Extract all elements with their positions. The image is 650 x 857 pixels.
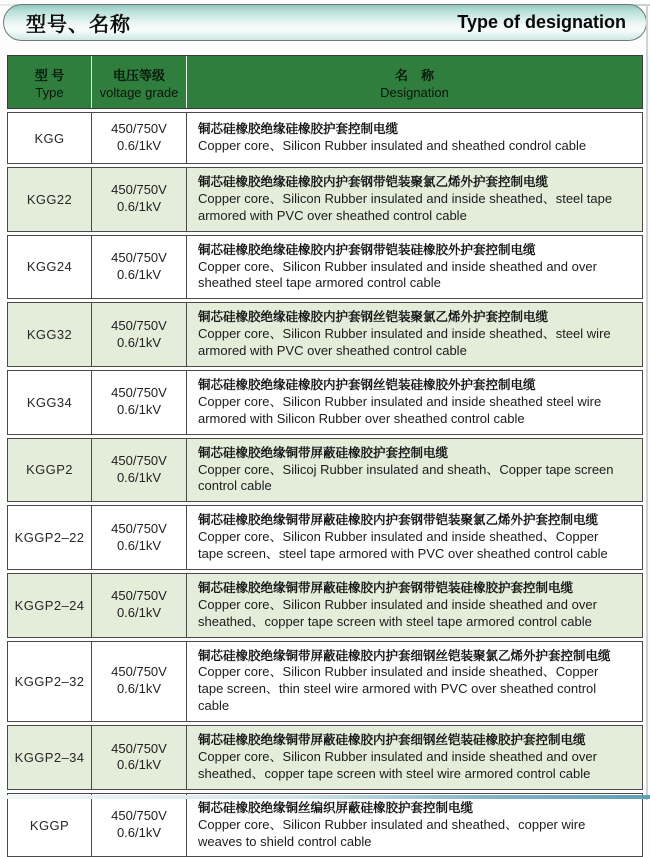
voltage-line2: 0.6/1kV — [116, 537, 162, 553]
designation-cell — [186, 371, 642, 434]
designation-cn: 铜芯硅橡胶绝缘硅橡胶内护套钢丝铠装聚氯乙烯外护套控制电缆 — [198, 310, 549, 325]
header-designation-en: Designation — [380, 84, 449, 100]
designation-cell — [186, 574, 642, 637]
table-row — [7, 235, 643, 300]
table-row — [7, 370, 643, 435]
table-row — [7, 793, 643, 857]
designation-cell — [186, 236, 642, 299]
voltage-cell — [91, 506, 186, 569]
type-code: KGG22 — [26, 191, 73, 207]
type-cell — [8, 168, 91, 231]
designation-en: Copper core、Silicon Rubber insulated and sheathed condrol cable — [198, 137, 587, 153]
voltage-line1: 450/750V — [111, 453, 167, 469]
voltage-line2: 0.6/1kV — [116, 469, 162, 485]
voltage-line1: 450/750V — [111, 740, 167, 756]
voltage-line2: 0.6/1kV — [116, 605, 162, 621]
designation-cn: 铜芯硅橡胶绝缘铜带屏蔽硅橡胶内护套钢带铠装聚氯乙烯外护套控制电缆 — [198, 513, 599, 528]
designation-cn: 铜芯硅橡胶绝缘铜丝编织屏蔽硅橡胶护套控制电缆 — [198, 800, 474, 815]
voltage-cell — [91, 303, 186, 366]
banner-title-cn: 型号、名称 — [26, 14, 131, 36]
designation-cn: 铜芯硅橡胶绝缘铜带屏蔽硅橡胶内护套细钢丝铠装硅橡胶护套控制电缆 — [198, 733, 586, 748]
designation-cell — [186, 113, 642, 163]
voltage-line1: 450/750V — [111, 385, 167, 401]
voltage-line2: 0.6/1kV — [116, 138, 162, 153]
type-code: KGGP2–22 — [14, 530, 85, 546]
scan-right-edge — [646, 4, 648, 800]
table-body — [7, 112, 643, 857]
designation-en: Copper core、Silicoj Rubber insulated and sheath、Copper tape screen control cable — [198, 461, 614, 494]
type-code: KGG — [34, 130, 65, 146]
type-code: KGGP2 — [26, 462, 73, 478]
type-cell — [8, 236, 91, 299]
type-code: KGGP2–24 — [14, 597, 85, 613]
voltage-line1: 450/750V — [111, 317, 167, 333]
type-cell — [8, 794, 91, 857]
designation-cn: 铜芯硅橡胶绝缘硅橡胶护套控制电缆 — [198, 122, 399, 137]
type-code: KGGP2–32 — [14, 673, 85, 689]
voltage-cell — [91, 371, 186, 434]
type-cell — [8, 371, 91, 434]
designation-en: Copper core、Silicon Rubber insulated and inside sheathed and over sheathed、copper tape screen with steel wire armored control cable — [198, 749, 597, 781]
voltage-line1: 450/750V — [111, 182, 167, 198]
voltage-line1: 450/750V — [111, 250, 167, 266]
voltage-line2: 0.6/1kV — [116, 681, 162, 697]
designation-cell — [186, 506, 642, 569]
type-cell — [8, 303, 91, 366]
type-cell — [8, 506, 91, 569]
table-row — [7, 725, 643, 790]
voltage-line2: 0.6/1kV — [116, 402, 162, 418]
designation-cn: 铜芯硅橡胶绝缘硅橡胶内护套钢带铠装聚氯乙烯外护套控制电缆 — [198, 175, 549, 189]
header-type-en: Type — [35, 84, 64, 100]
designation-cn: 铜芯硅橡胶绝缘铜带屏蔽硅橡胶内护套细钢丝铠装聚氯乙烯外护套控制电缆 — [198, 648, 611, 663]
designation-en: Copper core、Silicon Rubber insulated and sheathed、copper wire weaves to shield control cable — [198, 816, 586, 849]
type-cell — [8, 574, 91, 637]
designation-cn: 铜芯硅橡胶绝缘硅橡胶内护套钢带铠装硅橡胶外护套控制电缆 — [198, 242, 536, 257]
type-cell — [8, 642, 91, 722]
voltage-line1: 450/750V — [111, 588, 167, 604]
type-code: KGG24 — [26, 259, 73, 275]
table-row — [7, 438, 643, 503]
type-code: KGG34 — [26, 394, 73, 410]
voltage-cell — [91, 168, 186, 231]
designation-en: Copper core、Silicon Rubber insulated and inside sheathed and over sheathed steel tape armored control cable — [198, 258, 597, 291]
type-cell — [8, 439, 91, 502]
designation-en: Copper core、Silicon Rubber insulated and inside sheathed、Copper tape screen、steel tape armored with PVC over sheathed control cable — [198, 529, 608, 562]
header-voltage-en: voltage grade — [99, 84, 179, 100]
type-code: KGGP2–34 — [14, 749, 85, 765]
designation-en: Copper core、Silicon Rubber insulated and inside sheathed、Copper tape screen、thin steel wire armored with PVC over sheathed control cable — [198, 664, 599, 714]
designation-table — [7, 55, 643, 857]
table-row — [7, 505, 643, 570]
designation-cn: 铜芯硅橡胶绝缘铜带屏蔽硅橡胶护套控制电缆 — [198, 445, 449, 460]
voltage-line2: 0.6/1kV — [116, 266, 162, 282]
voltage-line1: 450/750V — [111, 664, 167, 680]
designation-en: Copper core、Silicon Rubber insulated and inside sheathed steel wire armored with Silicon Rubber over sheathed control cable — [198, 393, 602, 426]
voltage-line2: 0.6/1kV — [116, 199, 162, 215]
designation-cn: 铜芯硅橡胶绝缘硅橡胶内护套钢丝铠装硅橡胶外护套控制电缆 — [198, 377, 536, 392]
designation-en: Copper core、Silicon Rubber insulated and inside sheathed、steel wire armored with PVC over sheathed control cable — [198, 326, 611, 359]
voltage-cell — [91, 236, 186, 299]
voltage-cell — [91, 794, 186, 857]
designation-cell — [186, 794, 642, 857]
voltage-cell — [91, 642, 186, 722]
page-header-banner — [3, 4, 647, 41]
table-row — [7, 167, 643, 232]
designation-cell — [186, 439, 642, 502]
table-row — [7, 573, 643, 638]
table-row — [7, 112, 643, 164]
voltage-line2: 0.6/1kV — [116, 757, 162, 773]
voltage-cell — [91, 439, 186, 502]
type-cell — [8, 113, 91, 163]
designation-cell — [186, 303, 642, 366]
header-col-designation — [186, 56, 642, 108]
header-voltage-cn: 电压等级 — [112, 67, 165, 83]
header-type-cn: 型 号 — [34, 67, 65, 83]
voltage-line2: 0.6/1kV — [116, 334, 162, 350]
designation-cell — [186, 642, 642, 722]
designation-en: Copper core、Silicon Rubber insulated and inside sheathed、steel tape armored with PVC over sheathed control cable — [198, 190, 613, 223]
voltage-line1: 450/750V — [111, 520, 167, 536]
table-header-row — [7, 55, 643, 109]
type-cell — [8, 726, 91, 789]
designation-en: Copper core、Silicon Rubber insulated and inside sheathed and over sheathed、copper tape screen with steel tape armored control cable — [198, 596, 597, 629]
banner-title-en: Type of designation — [457, 12, 626, 32]
table-row — [7, 302, 643, 367]
type-code: KGG32 — [26, 327, 73, 343]
voltage-line2: 0.6/1kV — [116, 825, 162, 841]
header-col-voltage — [91, 56, 186, 108]
voltage-line1: 450/750V — [111, 808, 167, 824]
header-col-type — [8, 56, 91, 108]
type-code: KGGP — [29, 817, 70, 833]
designation-cell — [186, 726, 642, 789]
designation-cell — [186, 168, 642, 231]
table-row — [7, 641, 643, 723]
voltage-cell — [91, 574, 186, 637]
voltage-cell — [91, 726, 186, 789]
designation-cn: 铜芯硅橡胶绝缘铜带屏蔽硅橡胶内护套钢带铠装硅橡胶护套控制电缆 — [198, 580, 574, 595]
header-designation-cn: 名 称 — [394, 67, 434, 83]
voltage-line1: 450/750V — [111, 121, 167, 137]
voltage-cell — [91, 113, 186, 163]
